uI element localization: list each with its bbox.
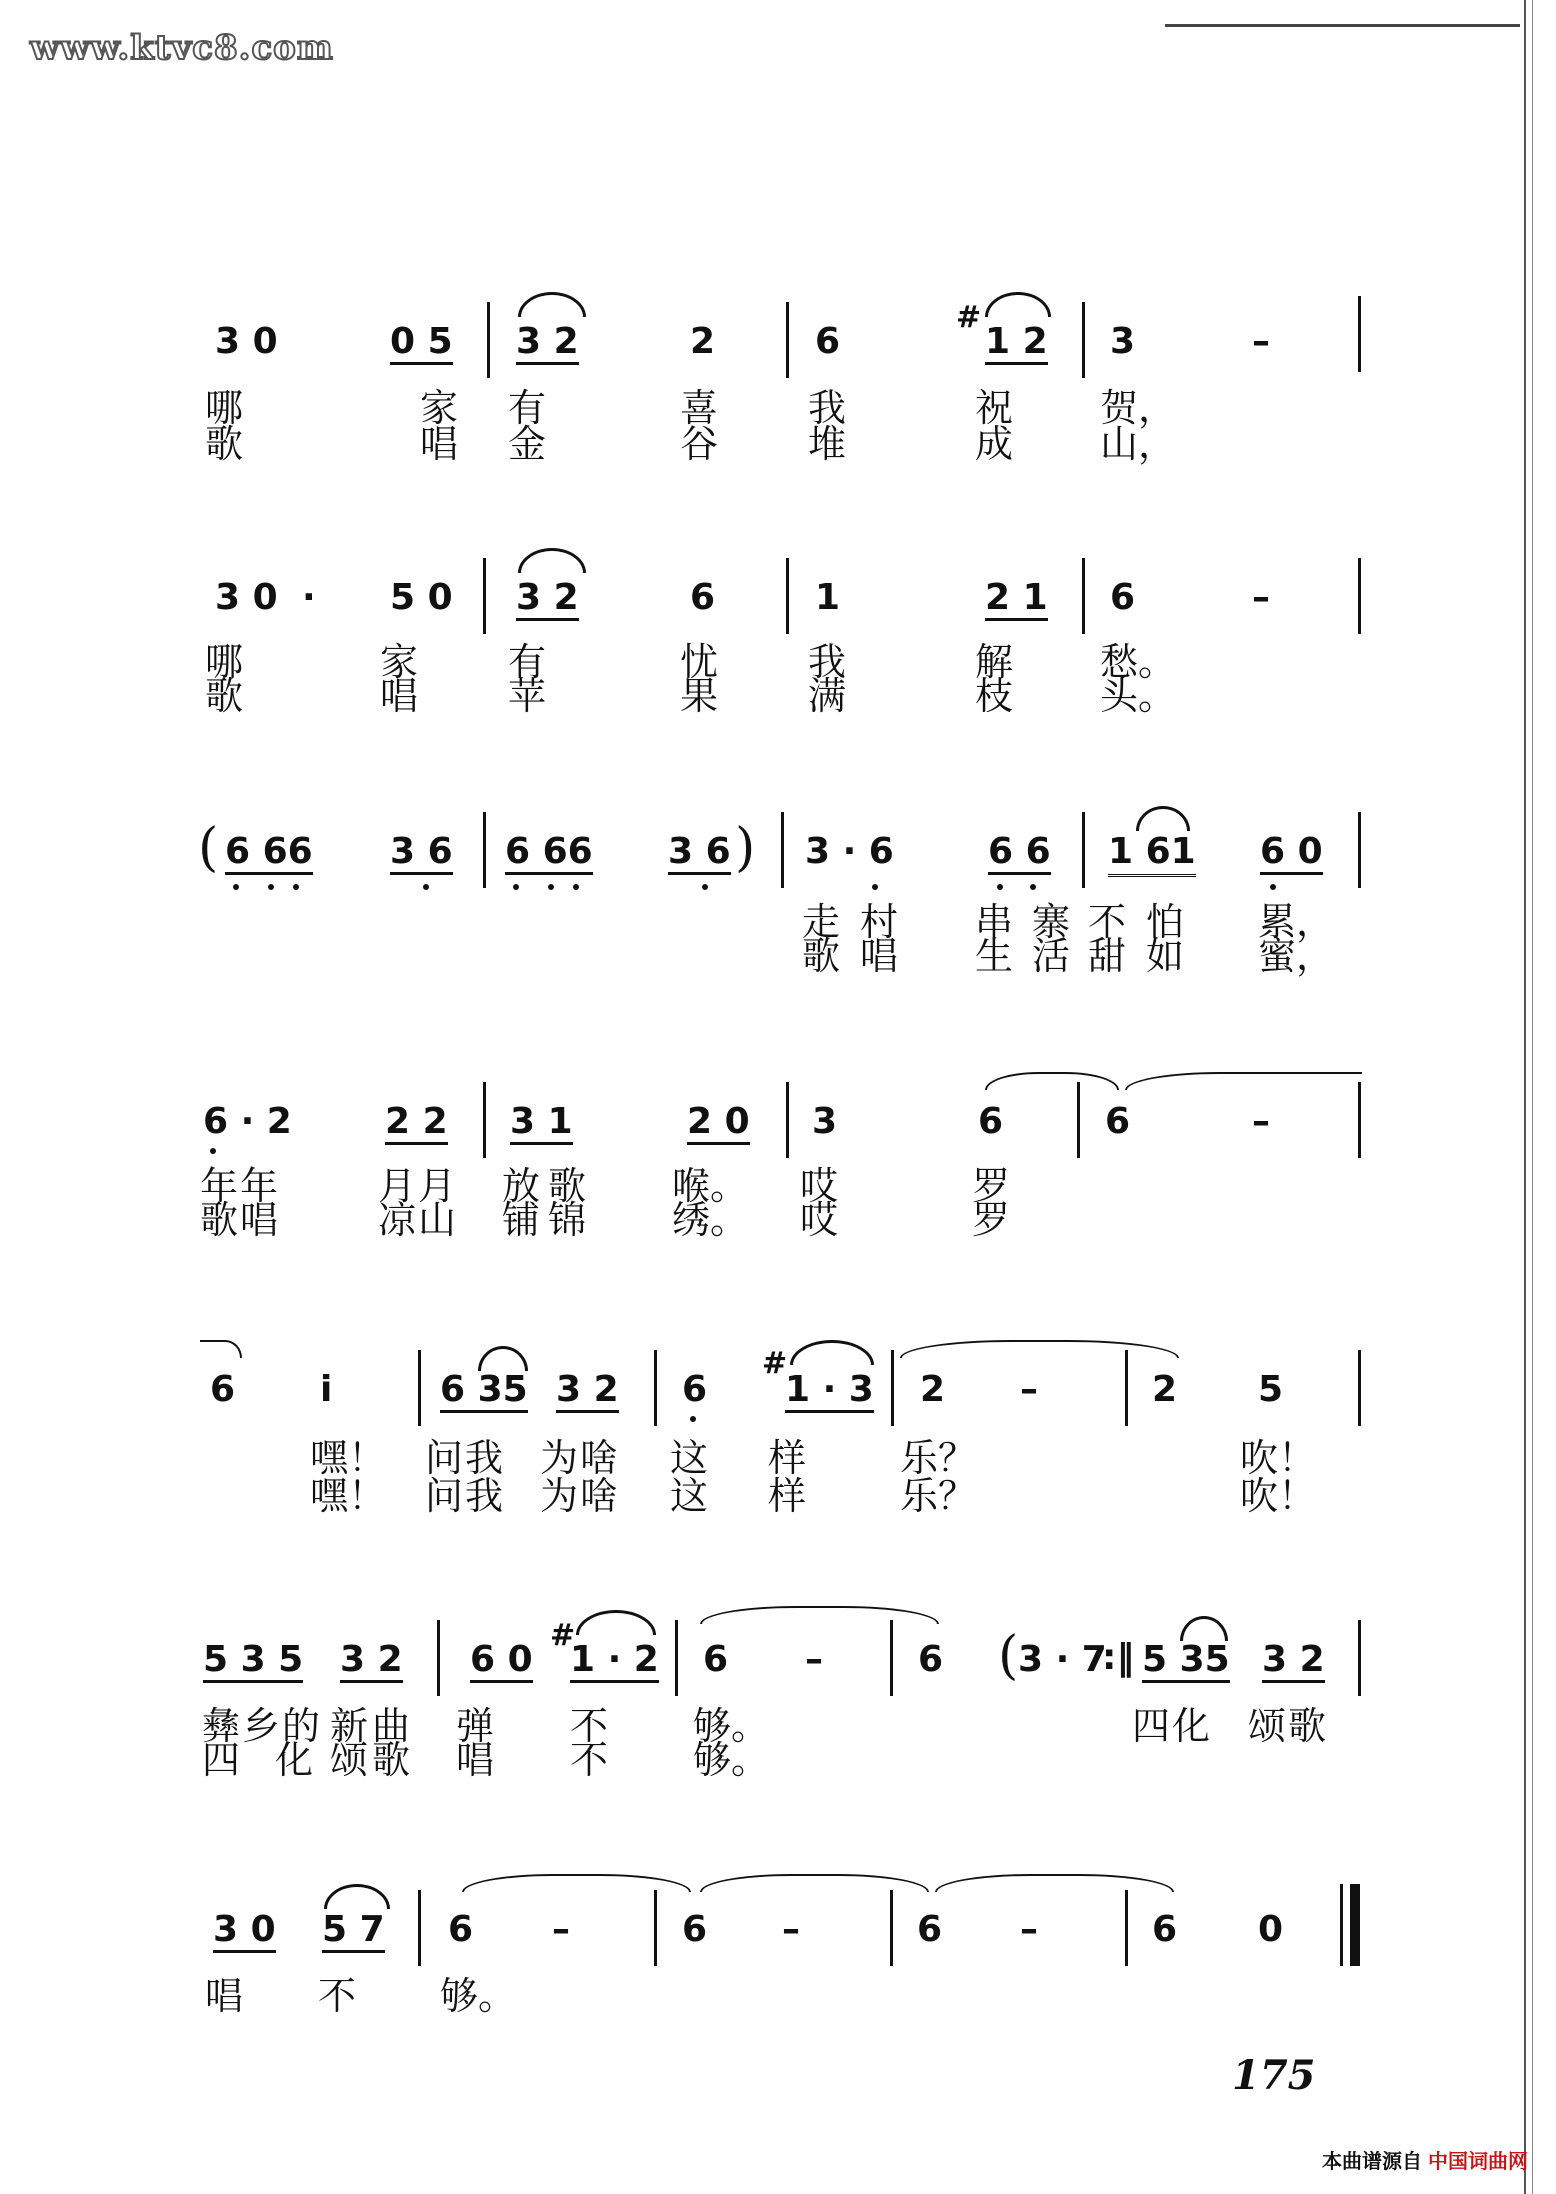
- lyric-syllable: 歌: [548, 1164, 587, 1208]
- note: 1 · 2: [570, 1640, 659, 1683]
- tie: [935, 1874, 1174, 1892]
- barline: [1358, 296, 1361, 372]
- lyric-syllable: 怕: [1146, 900, 1185, 944]
- note: 0: [1258, 1909, 1284, 1950]
- note: 3 2: [556, 1370, 619, 1413]
- note: 6: [815, 321, 841, 362]
- lyrics-verse-1: [0, 900, 1556, 944]
- note: 1 61: [1108, 832, 1196, 877]
- note: ·: [302, 577, 316, 618]
- lyric-syllable: 乐？: [900, 1436, 977, 1480]
- note: 6 0: [1260, 832, 1323, 875]
- lyric-syllable: 我: [808, 386, 847, 430]
- lyric-syllable: 苹: [508, 674, 547, 718]
- lyric-syllable: 唱: [860, 934, 899, 978]
- note: 2 1: [985, 578, 1048, 621]
- note: –: [552, 1909, 570, 1950]
- note: i: [320, 1369, 333, 1410]
- lyric-syllable: 乡: [242, 1704, 281, 1748]
- lyric-syllable: 这: [670, 1474, 709, 1518]
- barline: [890, 1620, 893, 1696]
- final-barline-thick: [1350, 1884, 1360, 1966]
- sharp-sign: #: [762, 1346, 788, 1381]
- note: 3 · 7: [1018, 1639, 1107, 1680]
- barline: [1358, 1620, 1361, 1696]
- note: 3 6: [390, 832, 453, 875]
- repeat-sign: :‖: [1102, 1637, 1135, 1678]
- barline: [786, 558, 789, 634]
- barline: [654, 1350, 657, 1426]
- barline: [654, 1890, 657, 1966]
- note: 5 3 5: [203, 1640, 303, 1683]
- lyric-syllable: 吹！: [1240, 1474, 1317, 1518]
- note: 6: [1110, 577, 1136, 618]
- lyrics-verse-2: [0, 674, 1556, 718]
- close-paren: ): [735, 818, 756, 878]
- lyric-syllable: 罗: [972, 1198, 1011, 1242]
- lyric-syllable: 歌: [205, 674, 244, 718]
- page-number: 175: [1232, 2052, 1316, 2099]
- slur: [1180, 1616, 1228, 1641]
- lyric-syllable: 这: [670, 1436, 709, 1480]
- lyric-syllable: 月: [378, 1164, 417, 1208]
- lyric-syllable: 不: [318, 1974, 357, 2018]
- lyric-syllable: 我: [808, 640, 847, 684]
- low-octave-dot: [1270, 884, 1276, 890]
- lyric-syllable: 有: [508, 386, 547, 430]
- lyrics-verse-2: [0, 1198, 1556, 1242]
- lyric-syllable: 啥: [580, 1474, 619, 1518]
- note: 3 · 6: [805, 831, 894, 872]
- low-octave-dot: [702, 884, 708, 890]
- note: 6: [210, 1369, 236, 1410]
- lyric-syllable: 寨: [1032, 900, 1071, 944]
- lyric-syllable: 愁。: [1100, 640, 1177, 684]
- note: 2: [690, 321, 716, 362]
- sharp-sign: #: [550, 1618, 576, 1653]
- lyrics-verse-2: [0, 1474, 1556, 1518]
- top-rule: [1165, 24, 1520, 27]
- low-octave-dot: [548, 884, 554, 890]
- note: –: [805, 1639, 823, 1680]
- note: 6: [1152, 1909, 1178, 1950]
- note: 3 1: [510, 1102, 573, 1145]
- lyric-syllable: 解: [975, 640, 1014, 684]
- notes-row: [0, 578, 1556, 638]
- tie: [1125, 1072, 1362, 1090]
- lyric-syllable: 金: [508, 422, 547, 466]
- lyrics-verse-1: [0, 640, 1556, 684]
- note: 6: [917, 1909, 943, 1950]
- lyric-syllable: 头。: [1100, 674, 1177, 718]
- note: 5 35: [1142, 1640, 1230, 1683]
- lyric-syllable: 彝: [202, 1704, 241, 1748]
- notes-row: [0, 300, 1556, 382]
- barline: [437, 1620, 440, 1696]
- lyrics-verse-2: [0, 1738, 1556, 1782]
- low-octave-dot: [423, 884, 429, 890]
- note: 6: [1105, 1101, 1131, 1142]
- low-octave-dot: [997, 884, 1003, 890]
- low-octave-dot: [210, 1148, 216, 1154]
- barline: [1125, 1350, 1128, 1426]
- barline: [1082, 302, 1085, 378]
- lyrics-verse-2: [0, 934, 1556, 978]
- lyric-syllable: 不: [570, 1704, 609, 1748]
- slur: [1136, 806, 1190, 831]
- tie: [200, 1340, 242, 1358]
- note: 3 2: [516, 322, 579, 365]
- notes-row: [0, 1346, 1556, 1430]
- note: 2: [920, 1369, 946, 1410]
- slur: [518, 292, 586, 317]
- note: 5 7: [322, 1910, 385, 1953]
- barline: [418, 1890, 421, 1966]
- lyric-syllable: 家: [420, 386, 459, 430]
- open-paren: (: [198, 818, 219, 878]
- lyric-syllable: 堆: [808, 422, 847, 466]
- lyric-syllable: 村: [860, 900, 899, 944]
- watermark: www.ktvc8.com: [30, 28, 334, 68]
- lyric-syllable: 为: [540, 1474, 579, 1518]
- barline: [487, 302, 490, 378]
- note: 0 5: [390, 322, 453, 365]
- lyric-syllable: 唱: [205, 1974, 244, 2018]
- note: 3 0: [215, 577, 278, 618]
- lyrics-verse-1: [0, 1704, 1556, 1748]
- lyric-syllable: 唱: [380, 674, 419, 718]
- lyric-syllable: 曲: [372, 1704, 411, 1748]
- note: 3: [812, 1101, 838, 1142]
- lyric-syllable: 忧: [680, 640, 719, 684]
- note: 2 2: [385, 1102, 448, 1145]
- lyric-syllable: 铺: [502, 1198, 541, 1242]
- lyric-syllable: 我: [465, 1474, 504, 1518]
- lyric-syllable: 贺，: [1100, 386, 1177, 430]
- lyric-syllable: 生: [975, 934, 1014, 978]
- lyric-syllable: 哪: [205, 640, 244, 684]
- note: 3 2: [516, 578, 579, 621]
- lyric-syllable: 的: [282, 1704, 321, 1748]
- note: 3: [1110, 321, 1136, 362]
- open-paren: (: [998, 1626, 1019, 1686]
- note: 1: [815, 577, 841, 618]
- lyric-syllable: 嘿！: [310, 1474, 387, 1518]
- tie: [900, 1340, 1179, 1358]
- note: –: [1252, 1101, 1270, 1142]
- low-octave-dot: [513, 884, 519, 890]
- barline: [1358, 812, 1361, 888]
- note: 6: [448, 1909, 474, 1950]
- sharp-sign: #: [956, 300, 982, 335]
- note: 6: [703, 1639, 729, 1680]
- barline: [675, 1620, 678, 1696]
- lyrics-verse-1: [0, 1436, 1556, 1480]
- barline: [418, 1350, 421, 1426]
- lyric-syllable: 哎: [800, 1164, 839, 1208]
- low-octave-dot: [872, 884, 878, 890]
- lyric-syllable: 化: [1172, 1704, 1211, 1748]
- lyric-syllable: 化: [275, 1738, 314, 1782]
- lyric-syllable: 样: [768, 1436, 807, 1480]
- slur: [478, 1346, 528, 1371]
- final-barline-thin: [1340, 1884, 1343, 1966]
- lyrics-verse-1: [0, 1164, 1556, 1208]
- lyric-syllable: 唱: [240, 1198, 279, 1242]
- lyric-syllable: 串: [975, 900, 1014, 944]
- lyric-syllable: 成: [975, 422, 1014, 466]
- lyric-syllable: 为: [540, 1436, 579, 1480]
- lyric-syllable: 蜜，: [1258, 934, 1335, 978]
- note: 3 6: [668, 832, 731, 875]
- note: 3 2: [1262, 1640, 1325, 1683]
- note: 3 0: [215, 321, 278, 362]
- slur: [518, 548, 586, 573]
- barline: [1077, 1082, 1080, 1158]
- note: 6: [690, 577, 716, 618]
- lyric-syllable: 月: [418, 1164, 457, 1208]
- lyric-syllable: 喜: [680, 386, 719, 430]
- slur: [790, 1340, 874, 1365]
- barline: [891, 1350, 894, 1426]
- low-octave-dot: [268, 884, 274, 890]
- note: 5 0: [390, 577, 453, 618]
- slur: [985, 292, 1051, 317]
- lyrics-verse-2: [0, 422, 1556, 466]
- lyric-syllable: 问: [425, 1436, 464, 1480]
- barline: [1082, 558, 1085, 634]
- note: –: [1020, 1369, 1038, 1410]
- lyric-syllable: 罗: [972, 1164, 1011, 1208]
- barline: [786, 302, 789, 378]
- note: 3 0: [213, 1910, 276, 1953]
- lyric-syllable: 喉。: [672, 1164, 749, 1208]
- lyric-syllable: 歌: [1288, 1704, 1327, 1748]
- note: 6: [918, 1639, 944, 1680]
- tie: [985, 1072, 1119, 1090]
- low-octave-dot: [690, 1416, 696, 1422]
- lyric-syllable: 唱: [420, 422, 459, 466]
- lyric-syllable: 吹！: [1240, 1436, 1317, 1480]
- lyric-syllable: 乐？: [900, 1474, 977, 1518]
- lyric-syllable: 不: [570, 1738, 609, 1782]
- source-site-link[interactable]: 中国词曲网: [1428, 2149, 1528, 2173]
- lyric-syllable: 满: [808, 674, 847, 718]
- lyric-syllable: 样: [768, 1474, 807, 1518]
- note: –: [782, 1909, 800, 1950]
- notes-row: [0, 1618, 1556, 1700]
- note: 6 35: [440, 1370, 528, 1413]
- barline: [1125, 1890, 1128, 1966]
- lyric-syllable: 颂: [1248, 1704, 1287, 1748]
- note: –: [1252, 321, 1270, 362]
- lyric-syllable: 枝: [975, 674, 1014, 718]
- notes-row: [0, 1102, 1556, 1162]
- notes-row: [0, 818, 1556, 892]
- lyric-syllable: 唱: [456, 1738, 495, 1782]
- lyrics-verse-1: [0, 1974, 1556, 2018]
- lyric-syllable: 歌: [802, 934, 841, 978]
- note: 1 · 3: [785, 1370, 874, 1413]
- lyric-syllable: 四: [1132, 1704, 1171, 1748]
- lyric-syllable: 哎: [800, 1198, 839, 1242]
- source-label: 本曲谱源自: [1322, 2149, 1422, 2173]
- note: 3 2: [340, 1640, 403, 1683]
- lyric-syllable: 山: [418, 1198, 457, 1242]
- source-footer: [1322, 2145, 1528, 2174]
- lyric-syllable: 祝: [975, 386, 1014, 430]
- lyric-syllable: 新: [330, 1704, 369, 1748]
- lyric-syllable: 歌: [200, 1198, 239, 1242]
- barline: [890, 1890, 893, 1966]
- barline: [1358, 1082, 1361, 1158]
- lyric-syllable: 啥: [580, 1436, 619, 1480]
- barline: [1358, 558, 1361, 634]
- lyric-syllable: 问: [425, 1474, 464, 1518]
- lyric-syllable: 歌: [372, 1738, 411, 1782]
- note: 1 2: [985, 322, 1048, 365]
- low-octave-dot: [233, 884, 239, 890]
- barline: [1358, 1350, 1361, 1426]
- note: 6 66: [225, 832, 313, 875]
- note: 6 0: [470, 1640, 533, 1683]
- lyric-syllable: 够。: [693, 1704, 770, 1748]
- lyric-syllable: 锦: [548, 1198, 587, 1242]
- lyric-syllable: 弹: [456, 1704, 495, 1748]
- lyric-syllable: 累，: [1258, 900, 1335, 944]
- lyric-syllable: 凉: [378, 1198, 417, 1242]
- lyric-syllable: 放: [502, 1164, 541, 1208]
- lyrics-verse-1: [0, 386, 1556, 430]
- lyric-syllable: 绣。: [672, 1198, 749, 1242]
- note: –: [1252, 577, 1270, 618]
- note: 5: [1258, 1369, 1284, 1410]
- slur: [324, 1884, 390, 1909]
- barline: [1082, 812, 1085, 888]
- lyric-syllable: 如: [1146, 934, 1185, 978]
- note: 6 6: [988, 832, 1051, 875]
- lyric-syllable: 活: [1032, 934, 1071, 978]
- note: 6 · 2: [203, 1101, 292, 1142]
- low-octave-dot: [293, 884, 299, 890]
- lyric-syllable: 颂: [330, 1738, 369, 1782]
- barline: [786, 1082, 789, 1158]
- note: 6: [682, 1369, 708, 1410]
- barline: [483, 1082, 486, 1158]
- note: 6: [682, 1909, 708, 1950]
- tie: [700, 1606, 939, 1624]
- slur: [576, 1610, 656, 1635]
- lyric-syllable: 歌: [205, 422, 244, 466]
- lyric-syllable: 够。: [693, 1738, 770, 1782]
- lyric-syllable: 年: [240, 1164, 279, 1208]
- lyric-syllable: 不: [1088, 900, 1127, 944]
- lyric-syllable: 哪: [205, 386, 244, 430]
- note: 6 66: [505, 832, 593, 875]
- lyric-syllable: 果: [680, 674, 719, 718]
- lyric-syllable: 甜: [1088, 934, 1127, 978]
- note: –: [1020, 1909, 1038, 1950]
- lyric-syllable: 家: [380, 640, 419, 684]
- note: 6: [978, 1101, 1004, 1142]
- note: 2 0: [687, 1102, 750, 1145]
- barline: [781, 812, 784, 888]
- lyric-syllable: 走: [802, 900, 841, 944]
- low-octave-dot: [1030, 884, 1036, 890]
- barline: [483, 558, 486, 634]
- lyric-syllable: 够。: [440, 1974, 517, 2018]
- lyric-syllable: 我: [465, 1436, 504, 1480]
- lyric-syllable: 嘿！: [310, 1436, 387, 1480]
- lyric-syllable: 有: [508, 640, 547, 684]
- barline: [483, 812, 486, 888]
- lyric-syllable: 四: [202, 1738, 241, 1782]
- lyric-syllable: 山，: [1100, 422, 1177, 466]
- low-octave-dot: [573, 884, 579, 890]
- tie: [700, 1874, 929, 1892]
- note: 2: [1152, 1369, 1178, 1410]
- notes-row: [0, 1910, 1556, 1970]
- lyric-syllable: 谷: [680, 422, 719, 466]
- lyric-syllable: 年: [200, 1164, 239, 1208]
